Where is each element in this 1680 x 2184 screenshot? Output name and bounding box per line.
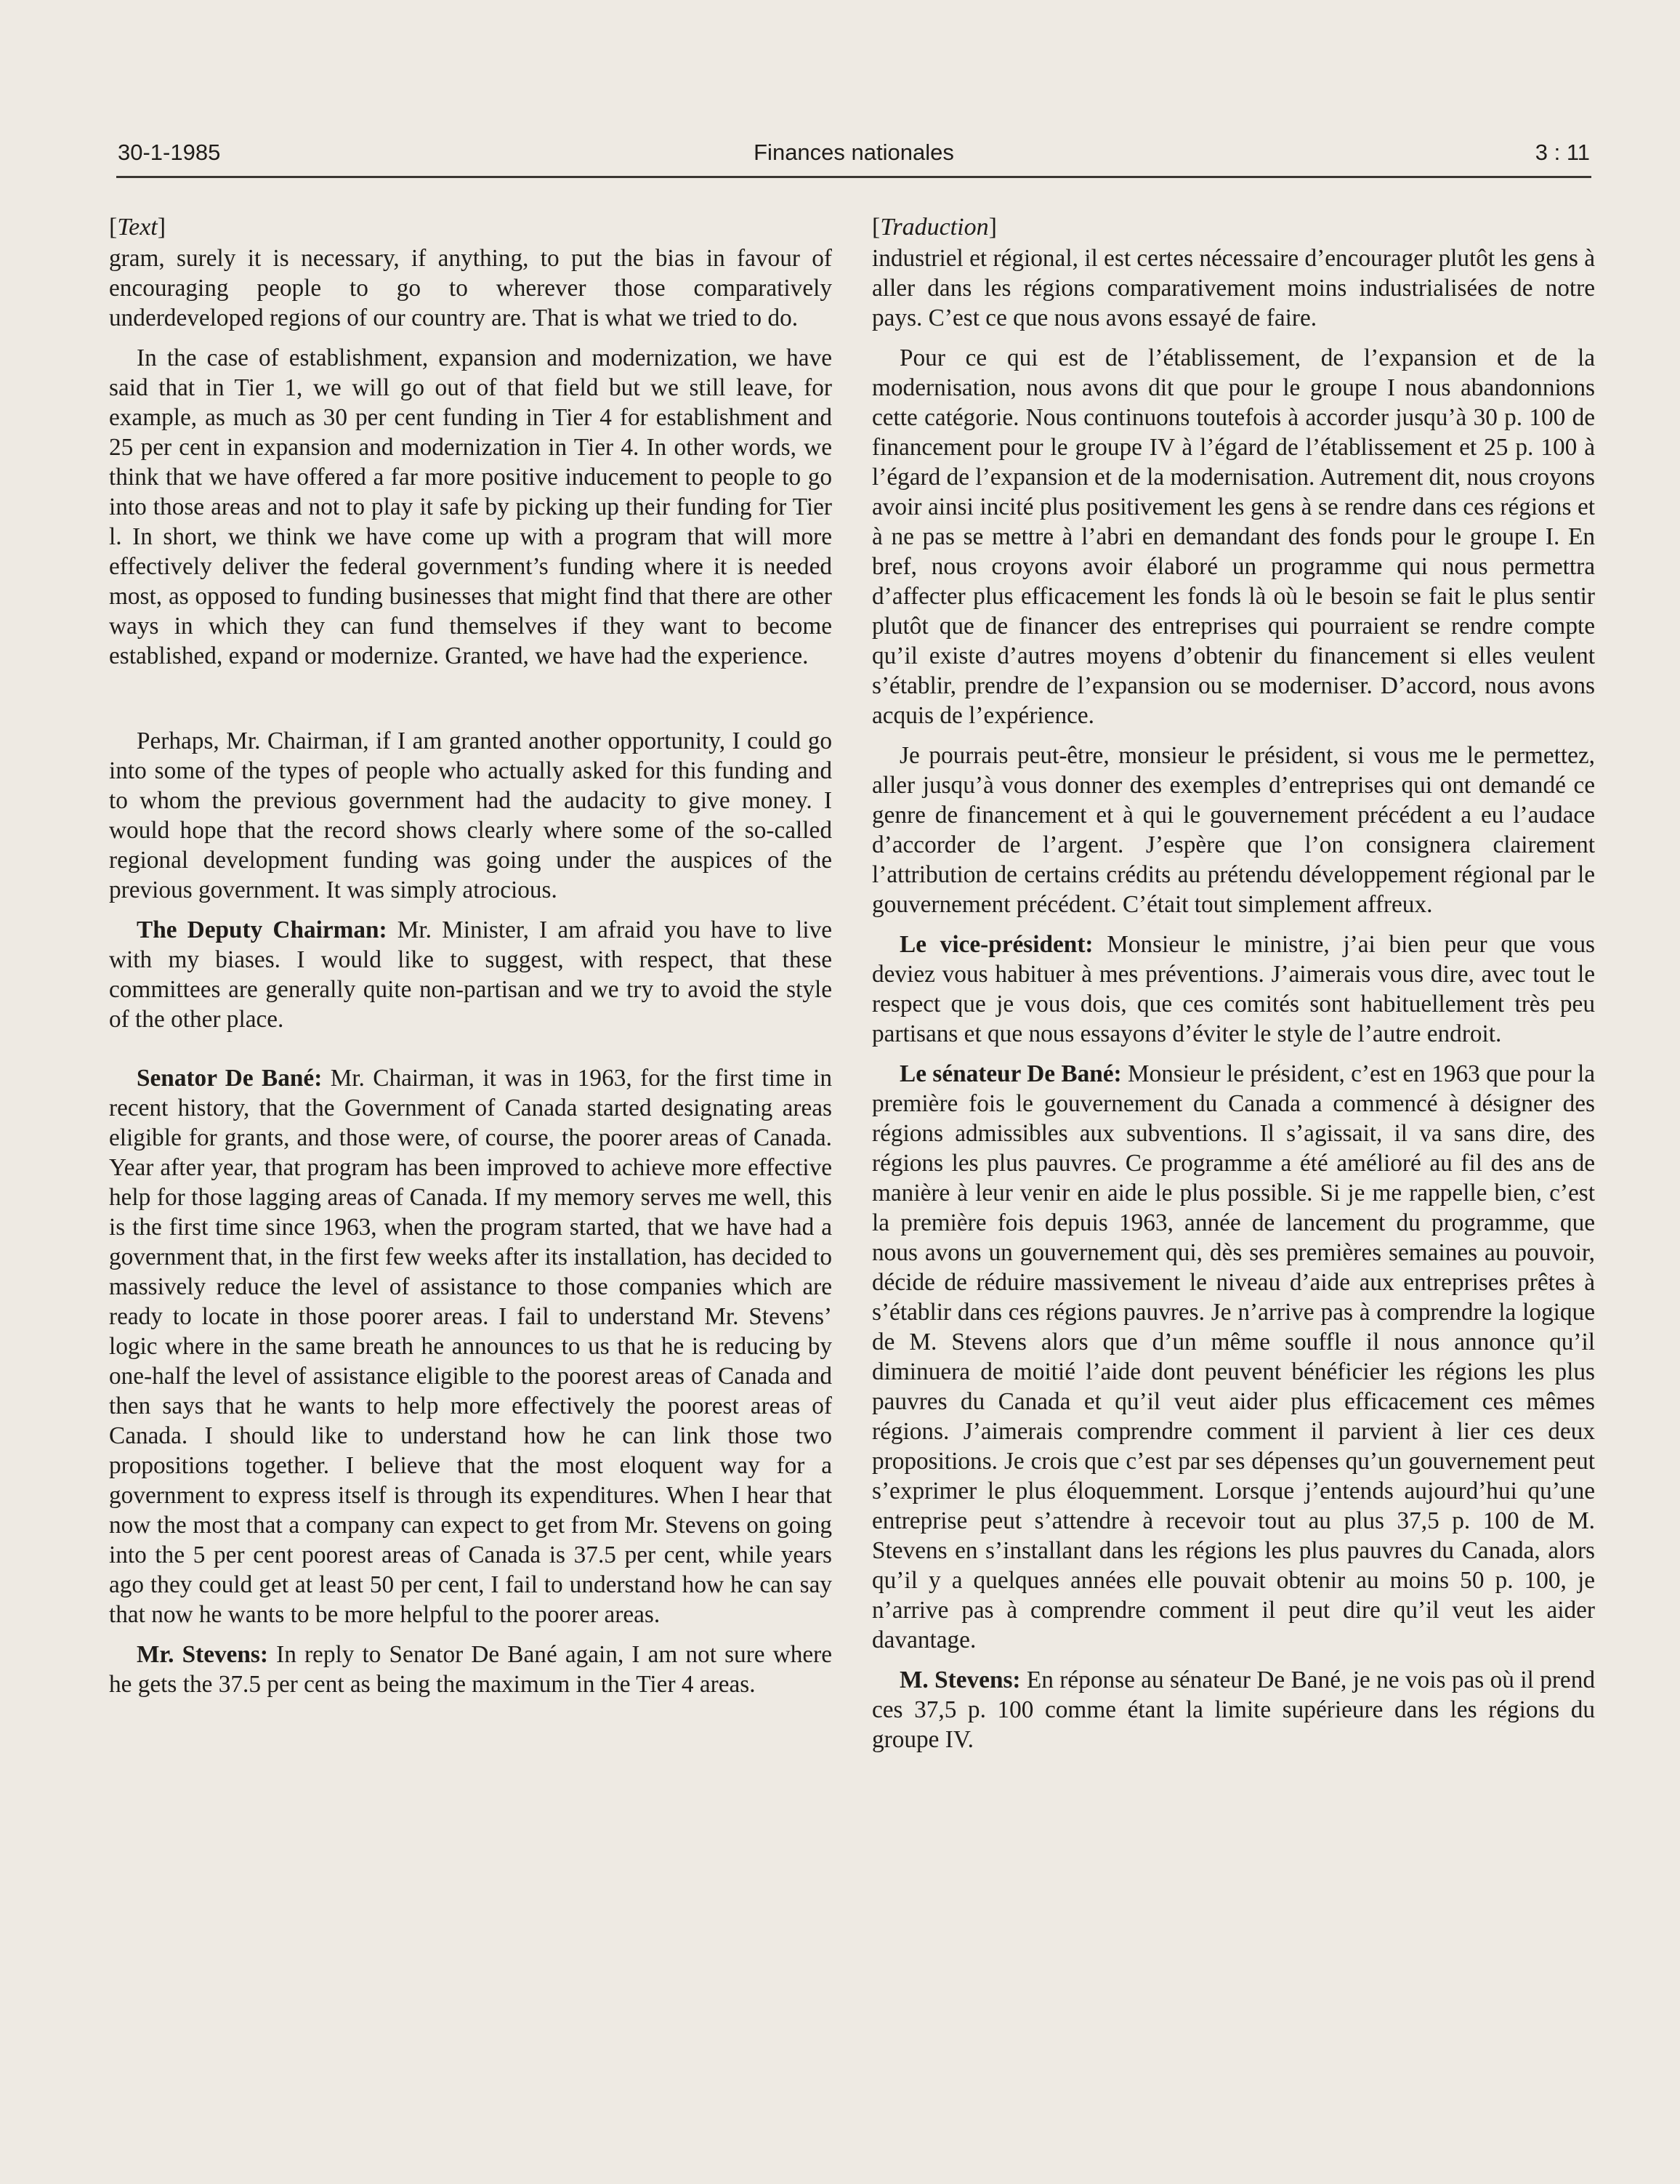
paragraph: Pour ce qui est de l’établissement, de l’expansion et de la modernisation, nous avons dit que pour le groupe I nous abandonnions cette catégorie. Nous continuons toutefois à accorder jusqu’à 30 p. 100 de financement pour le groupe IV à l’égard de l’établissement et 25 p. 100 à l’égard de l’expansion et de la modernisation. Autrement dit, nous croyons avoir ainsi incité plus positivement les gens à se rendre dans ces régions et à ne pas se mettre à l’abri en demandant des fonds pour le groupe I. En bref, nous croyons avoir élaboré un programme qui nous permettra d’affecter plus efficacement les fonds là où le besoin se fait le plus sentir plutôt que de financer des entreprises qui pourraient se rendre compte qu’il existe d’autres moyens d’obtenir du financement si elles veulent s’établir, prendre de l’expansion ou se moderniser. D’accord, nous avons acquis de l’expérience. [872,344,1595,729]
speaker-name: The Deputy Chairman: [137,916,387,943]
column-label: [Text] [109,214,166,241]
paragraph: Perhaps, Mr. Chairman, if I am granted another opportunity, I could go into some of the types of people who actually asked for this funding and to whom the previous government had the audacity to give money. I would hope that the record shows clearly where some of the so-called regional development funding was going under the auspices of the previous government. It was simply atrocious. [109,728,832,903]
english-column [109,212,832,1709]
header-title: Finances nationales [754,140,954,165]
speaker-name: Le vice-président: [900,931,1094,958]
paragraph: Le vice-président: Monsieur le ministre, j’ai bien peur que vous deviez vous habituer à mes préventions. J’aimerais vous dire, avec tout le respect que je vous dois, que ces comités sont habituellement très peu partisans et que nous essayons d’éviter le style de l’autre endroit. [872,931,1596,1047]
speaker-name: Senator De Bané: [137,1065,323,1092]
paragraph: Senator De Bané: Mr. Chairman, it was in 1963, for the first time in recent history, that the Government of Canada started designating areas eligible for grants, and those were, of course, the poorer areas of Canada. Year after year, that program has been improved to achieve more effective help for those lagging areas of Canada. If my memory serves me well, this is the first time since 1963, when the program started, that we have had a government that, in the first few weeks after its installation, has decided to massively reduce the level of assistance to those companies which are ready to locate in those poorer areas. I fail to understand Mr. Stevens’ logic where in the same breath he announces to us that he is reducing by one-half the level of assistance eligible to the poorest areas of Canada and then says that he wants to help more effectively the poorest areas of Canada. I should like to understand how he can link those two propositions together. I believe that the most eloquent way for a government to express itself is through its expenditures. When I hear that now the most that a company can expect to get from Mr. Stevens on going into the 5 per cent poorest areas of Canada is 37.5 per cent, while years ago they could get at least 50 per cent, I fail to understand how he can say that now he wants to be more helpful to the poorer areas. [109,1065,832,1628]
french-column [872,212,1595,1765]
speaker-name: Le sénateur De Bané: [900,1060,1122,1087]
paragraph: The Deputy Chairman: Mr. Minister, I am afraid you have to live with my biases. I would like to suggest, with respect, that these committees are generally quite non-partisan and we try to avoid the style of the other place. [109,916,832,1033]
paragraph: M. Stevens: En réponse au sénateur De Bané, je ne vois pas où il prend ces 37,5 p. 100 comme étant la limite supérieure dans les régions du groupe IV. [872,1667,1596,1753]
paragraph: Le sénateur De Bané: Monsieur le président, c’est en 1963 que pour la première fois le gouvernement du Canada a commencé à désigner des régions admissibles aux subventions. Il s’agissait, il va sans dire, des régions les plus pauvres. Ce programme a été amélioré au fil des ans de manière à leur venir en aide le plus possible. Si je me rappelle bien, c’est la première fois depuis 1963, année de lancement du programme, que nous avons un gouvernement qui, dès ses premières semaines au pouvoir, décide de réduire massivement le niveau d’aide aux entreprises prêtes à s’établir dans ces régions pauvres. Je n’arrive pas à comprendre la logique de M. Stevens alors que d’un même souffle il nous annonce qu’il diminuera de moitié l’aide dont peuvent bénéficier les régions les plus pauvres du Canada et qu’il veut aider plus efficacement ces mêmes régions. J’aimerais comprendre comment il parvient à lier ces deux propositions. Je crois que c’est par ses dépenses qu’un gouvernement peut s’exprimer le plus éloquemment. Lorsque j’entends aujourd’hui qu’une entreprise peut s’attendre à recevoir tout au plus 37,5 p. 100 de M. Stevens en s’installant dans les régions les plus pauvres du Canada, alors qu’il y a quelques années elle pouvait obtenir au moins 50 p. 100, je n’arrive pas à comprendre comment il peut dire qu’il veut les aider davantage. [872,1060,1596,1653]
speaker-name: M. Stevens: [900,1667,1021,1693]
speaker-name: Mr. Stevens: [137,1641,268,1668]
paragraph: gram, surely it is necessary, if anything, to put the bias in favour of encouraging people to go to wherever those comparatively underdeveloped regions of our country are. That is what we tried to do. [109,245,832,331]
header-date: 30-1-1985 [118,140,221,165]
paragraph: Je pourrais peut-être, monsieur le président, si vous me le permettez, aller jusqu’à vous donner des exemples d’entreprises qui ont demandé ce genre de financement et à qui le gouvernement précédent a eu l’audace d’accorder de l’argent. J’espère que l’on consignera clairement l’attribution de certains crédits au prétendu développement régional par le gouvernement précédent. C’était tout simplement affreux. [872,742,1595,918]
paragraph: industriel et régional, il est certes nécessaire d’encourager plutôt les gens à aller dans les régions comparativement moins industrialisées de notre pays. C’est ce que nous avons essayé de faire. [872,245,1595,331]
header-page-number: 3 : 11 [1535,140,1590,165]
paragraph: In the case of establishment, expansion and modernization, we have said that in Tier 1, we will go out of that field but we still leave, for example, as much as 30 per cent funding in Tier 4 for establishment and 25 per cent in expansion and modernization in Tier 4. In other words, we think that we have offered a far more positive inducement to people to go into those areas and not to play it safe by picking up their funding for Tier l. In short, we think we have come up with a program that will more effectively deliver the federal government’s funding where it is needed most, as opposed to funding businesses that might find that there are other ways in which they can fund themselves if they want to become established, expand or modernize. Granted, we have had the experience. [109,344,832,669]
page-header [116,140,1591,178]
paragraph: Mr. Stevens: In reply to Senator De Bané again, I am not sure where he gets the 37.5 per cent as being the maximum in the Tier 4 areas. [109,1641,832,1698]
column-label: [Traduction] [872,214,997,241]
